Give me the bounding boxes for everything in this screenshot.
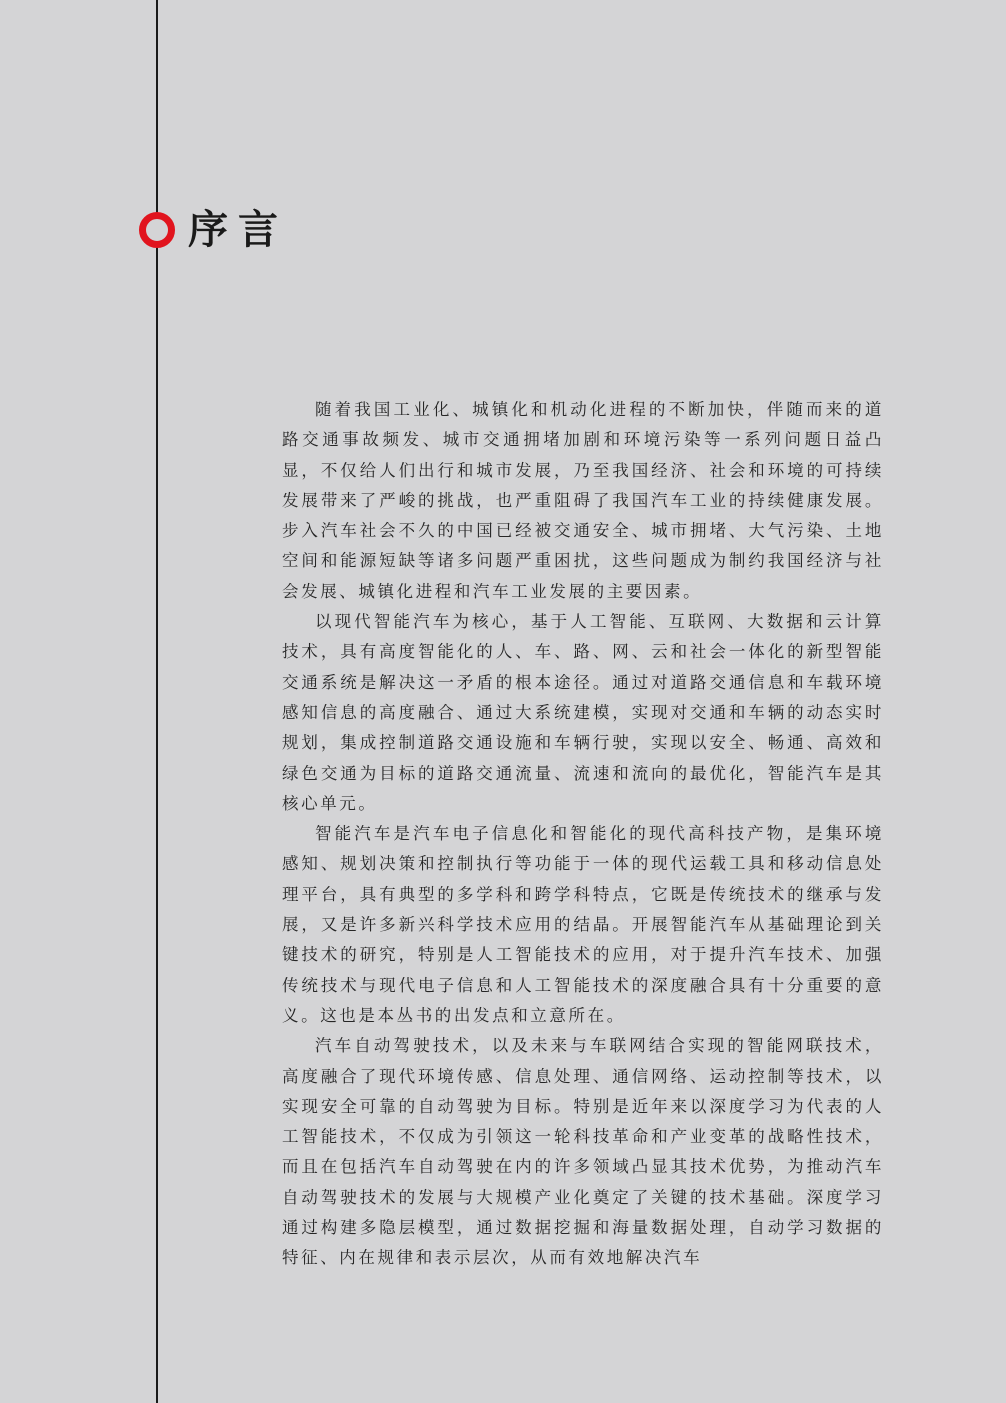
red-circle-bullet-icon — [139, 212, 175, 248]
body-text — [282, 395, 884, 1275]
page-title: 序言 — [188, 206, 288, 253]
section-heading — [139, 205, 288, 255]
paragraph-3: 智能汽车是汽车电子信息化和智能化的现代高科技产物，是集环境感知、规划决策和控制执行等功能于一体的现代运载工具和移动信息处理平台，具有典型的多学科和跨学科特点，它既是传统技术的继承与发展，又是许多新兴科学技术应用的结晶。开展智能汽车从基础理论到关键技术的研究，特别是人工智能技术的应用，对于提升汽车技术、加强传统技术与现代电子信息和人工智能技术的深度融合具有十分重要的意义。这也是本丛书的出发点和立意所在。 — [282, 824, 884, 1025]
paragraph-1: 随着我国工业化、城镇化和机动化进程的不断加快，伴随而来的道路交通事故频发、城市交通拥堵加剧和环境污染等一系列问题日益凸显，不仅给人们出行和城市发展，乃至我国经济、社会和环境的可持续发展带来了严峻的挑战，也严重阻碍了我国汽车工业的持续健康发展。步入汽车社会不久的中国已经被交通安全、城市拥堵、大气污染、土地空间和能源短缺等诸多问题严重困扰，这些问题成为制约我国经济与社会发展、城镇化进程和汽车工业发展的主要因素。 — [282, 400, 884, 601]
paragraph-2: 以现代智能汽车为核心，基于人工智能、互联网、大数据和云计算技术，具有高度智能化的人、车、路、网、云和社会一体化的新型智能交通系统是解决这一矛盾的根本途径。通过对道路交通信息和车载环境感知信息的高度融合、通过大系统建模，实现对交通和车辆的动态实时规划，集成控制道路交通设施和车辆行驶，实现以安全、畅通、高效和绿色交通为目标的道路交通流量、流速和流向的最优化，智能汽车是其核心单元。 — [282, 612, 884, 813]
paragraph-4: 汽车自动驾驶技术，以及未来与车联网结合实现的智能网联技术，高度融合了现代环境传感、信息处理、通信网络、运动控制等技术，以实现安全可靠的自动驾驶为目标。特别是近年来以深度学习为代表的人工智能技术，不仅成为引领这一轮科技革命和产业变革的战略性技术，而且在包括汽车自动驾驶在内的许多领域凸显其技术优势，为推动汽车自动驾驶技术的发展与大规模产业化奠定了关键的技术基础。深度学习通过构建多隐层模型，通过数据挖掘和海量数据处理，自动学习数据的特征、内在规律和表示层次，从而有效地解决汽车 — [282, 1036, 884, 1268]
